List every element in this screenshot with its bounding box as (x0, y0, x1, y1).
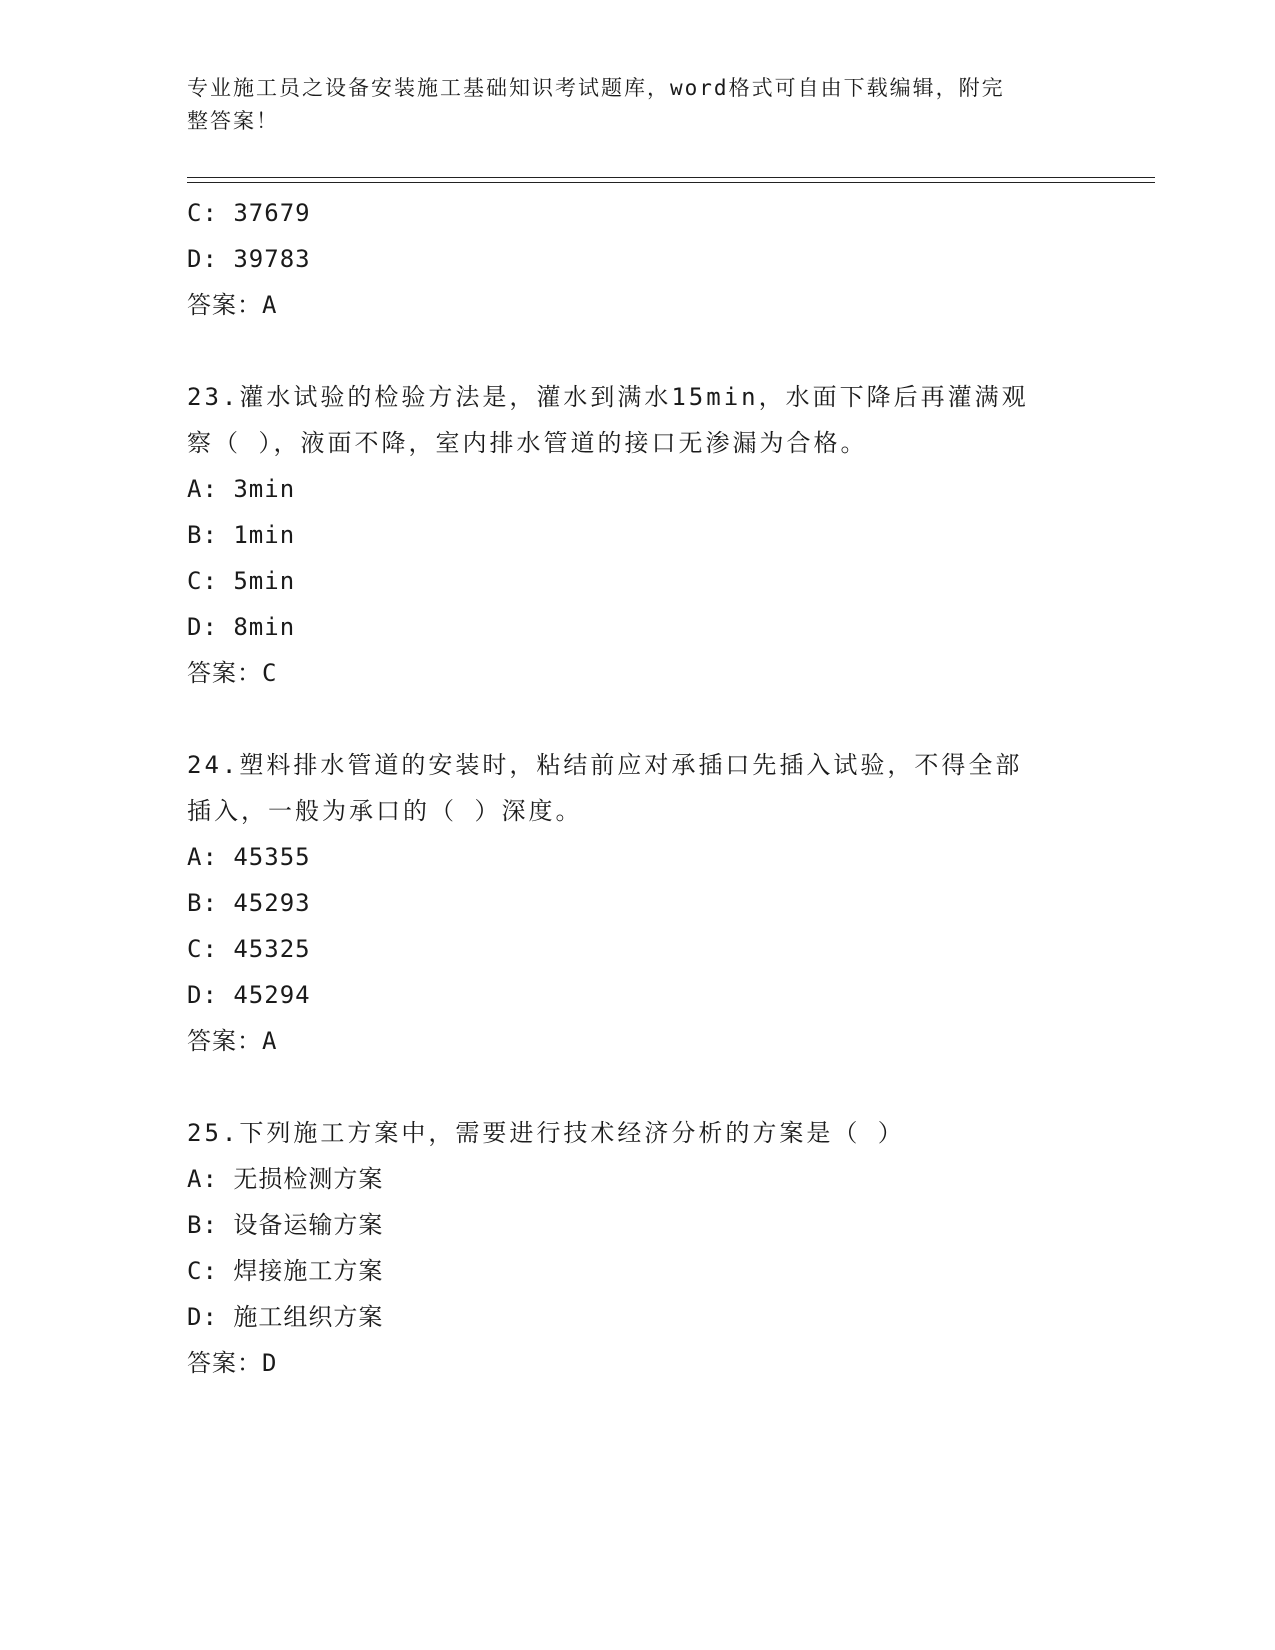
question-stem-line: 24.塑料排水管道的安装时，粘结前应对承插口先插入试验，不得全部 (187, 751, 1023, 779)
spacer (187, 696, 1087, 742)
header-rule-bottom (187, 182, 1155, 183)
option-c: C: 45325 (187, 935, 311, 963)
spacer (187, 328, 1087, 374)
option-b: B: 1min (187, 521, 296, 549)
option-d: D: 8min (187, 613, 296, 641)
question-stem-line: 25.下列施工方案中，需要进行技术经济分析的方案是（ ） (187, 1119, 905, 1147)
document-header (187, 72, 1067, 138)
option-b: B: 设备运输方案 (187, 1211, 384, 1239)
option-c: C: 焊接施工方案 (187, 1257, 384, 1285)
question-stem-line: 察（ ），液面不降，室内排水管道的接口无渗漏为合格。 (187, 429, 868, 457)
option-a: A: 45355 (187, 843, 311, 871)
answer-line: 答案：D (187, 1349, 278, 1377)
answer-line: 答案：C (187, 659, 278, 687)
answer-line: 答案：A (187, 291, 278, 319)
option-b: B: 45293 (187, 889, 311, 917)
option-a: A: 无损检测方案 (187, 1165, 384, 1193)
option-d: D: 45294 (187, 981, 311, 1009)
question-block-prev (187, 190, 1087, 328)
option-a: A: 3min (187, 475, 296, 503)
answer-line: 答案：A (187, 1027, 278, 1055)
header-line-2: 整答案！ (187, 109, 279, 133)
question-stem-line: 23.灌水试验的检验方法是，灌水到满水15min，水面下降后再灌满观 (187, 383, 1029, 411)
question-block-25 (187, 1110, 1087, 1386)
spacer (187, 1064, 1087, 1110)
option-d: D: 39783 (187, 245, 311, 273)
question-list (187, 190, 1087, 1386)
option-c: C: 37679 (187, 199, 311, 227)
header-line-1: 专业施工员之设备安装施工基础知识考试题库，word格式可自由下载编辑，附完 (187, 76, 1005, 100)
question-block-24 (187, 742, 1087, 1064)
question-stem-line: 插入，一般为承口的（ ）深度。 (187, 797, 583, 825)
option-c: C: 5min (187, 567, 296, 595)
question-block-23 (187, 374, 1087, 696)
option-d: D: 施工组织方案 (187, 1303, 384, 1331)
header-rule-top (187, 177, 1155, 178)
